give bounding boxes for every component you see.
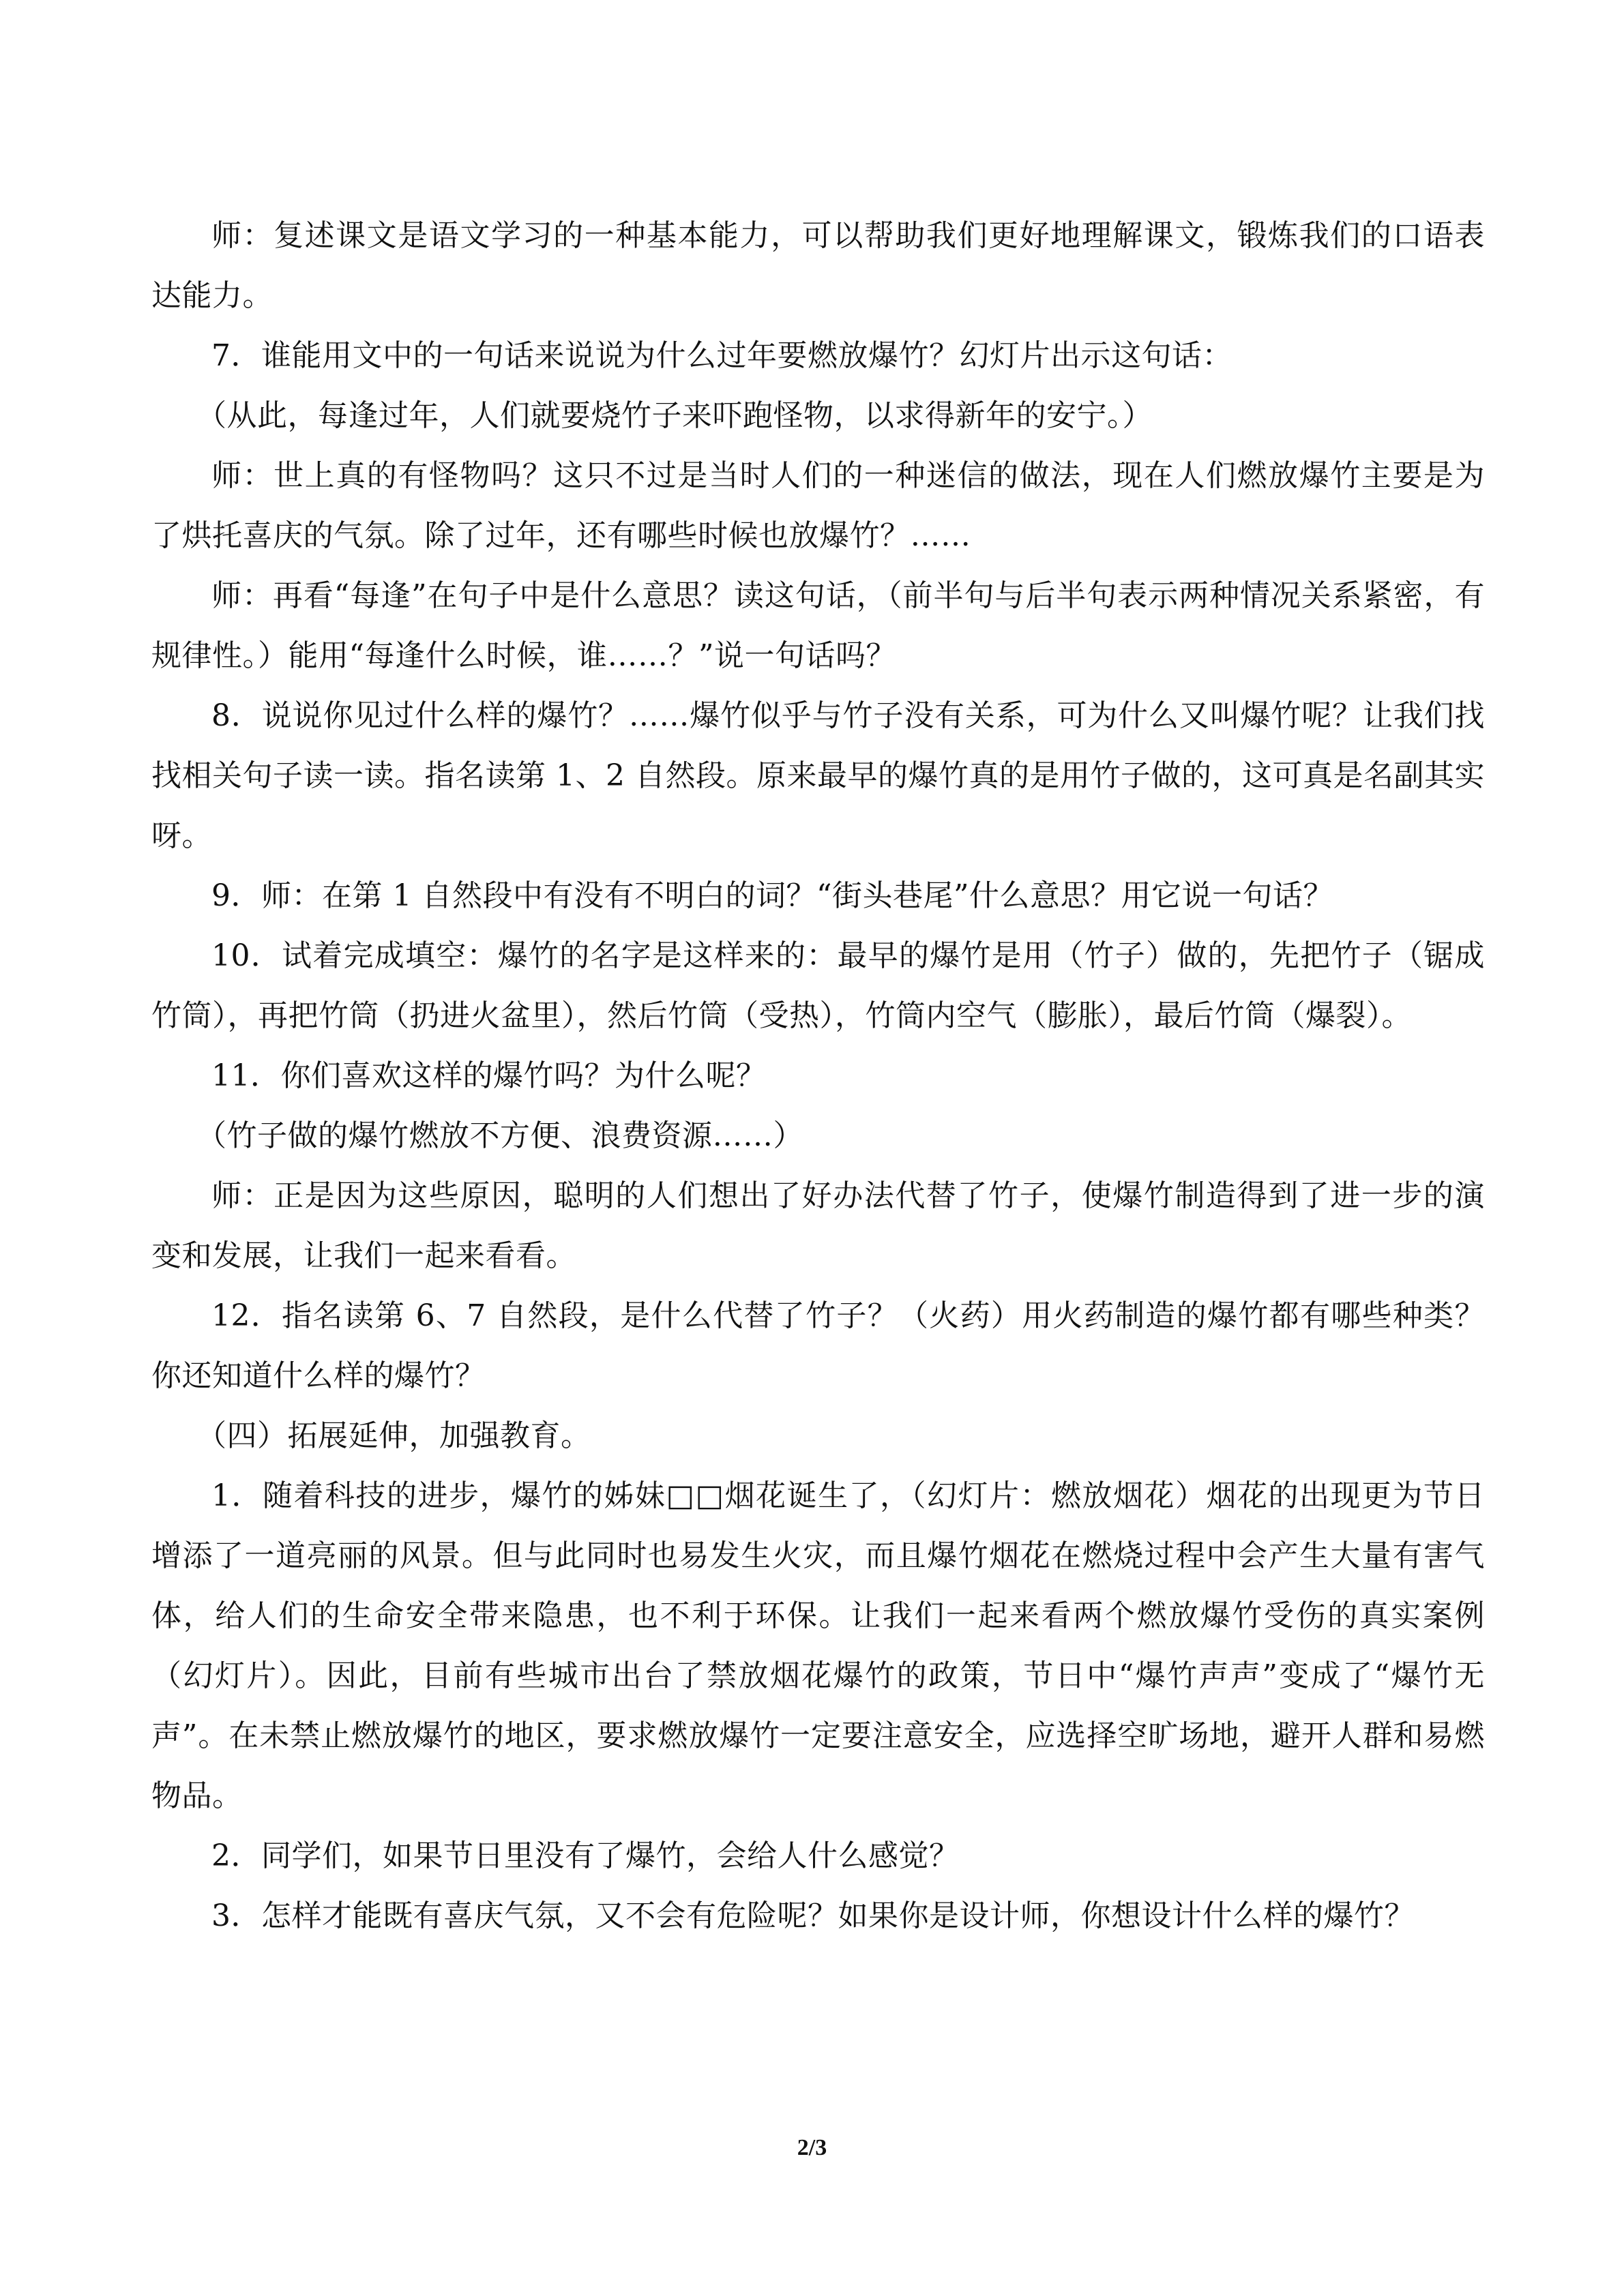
paragraph-extension-3: 3．怎样才能既有喜庆气氛，又不会有危险呢？如果你是设计师，你想设计什么样的爆竹？ xyxy=(211,1898,1415,1933)
paragraph-extension-2: 2．同学们，如果节日里没有了爆竹，会给人什么感觉？ xyxy=(211,1838,960,1873)
section-heading-extension: （四）拓展延伸，加强教育。 xyxy=(196,1418,591,1453)
paragraph-teacher-reasons: 师：正是因为这些原因，聪明的人们想出了好办法代替了竹子，使爆竹制造得到了进一步的演变和发展，让我们一起来看看。 xyxy=(151,1178,1485,1273)
paragraph-item-8: 8．说说你见过什么样的爆竹？……爆竹似乎与竹子没有关系，可为什么又叫爆竹呢？让我们找找相关句子读一读。指名读第 1、2 自然段。原来最早的爆竹真的是用竹子做的，这可真是名副其实呀。 xyxy=(151,698,1485,853)
paragraph-item-12: 12．指名读第 6、7 自然段，是什么代替了竹子？（火药）用火药制造的爆竹都有哪些种类？你还知道什么样的爆竹？ xyxy=(151,1298,1485,1393)
document-body xyxy=(151,206,1485,1946)
paragraph-bamboo-answer: （竹子做的爆竹燃放不方便、浪费资源……） xyxy=(196,1118,803,1153)
paragraph-item-7: 7．谁能用文中的一句话来说说为什么过年要燃放爆竹？幻灯片出示这句话： xyxy=(211,338,1232,373)
paragraph-item-10: 10．试着完成填空：爆竹的名字是这样来的：最早的爆竹是用（竹子）做的，先把竹子（锯成竹筒），再把竹筒（扔进火盆里），然后竹筒（受热），竹筒内空气（膨胀），最后竹筒（爆裂）。 xyxy=(151,938,1485,1033)
paragraph-item-11: 11．你们喜欢这样的爆竹吗？为什么呢？ xyxy=(211,1058,767,1093)
paragraph-slide-quote: （从此，每逢过年，人们就要烧竹子来吓跑怪物，以求得新年的安宁。） xyxy=(196,398,1153,433)
page-number: 2/3 xyxy=(797,2135,827,2160)
paragraph-extension-1: 1．随着科技的进步，爆竹的姊妹□□烟花诞生了，（幻灯片：燃放烟花）烟花的出现更为节日增添了一道亮丽的风景。但与此同时也易发生火灾，而且爆竹烟花在燃烧过程中会产生大量有害气体，给人们的生命安全带来隐患，也不利于环保。让我们一起来看两个燃放爆竹受伤的真实案例（幻灯片）。因此，目前有些城市出台了禁放烟花爆竹的政策，节日中“爆竹声声”变成了“爆竹无声”。在未禁止燃放爆竹的地区，要求燃放爆竹一定要注意安全，应选择空旷场地，避开人群和易燃物品。 xyxy=(151,1478,1485,1813)
paragraph-teacher-monster: 师：世上真的有怪物吗？这只不过是当时人们的一种迷信的做法，现在人们燃放爆竹主要是为了烘托喜庆的气氛。除了过年，还有哪些时候也放爆竹？…… xyxy=(151,458,1485,553)
paragraph-teacher-meifeng: 师：再看“每逢”在句子中是什么意思？读这句话，（前半句与后半句表示两种情况关系紧密，有规律性。）能用“每逢什么时候，谁……？”说一句话吗？ xyxy=(151,578,1485,673)
paragraph-teacher-retell: 师：复述课文是语文学习的一种基本能力，可以帮助我们更好地理解课文，锻炼我们的口语表达能力。 xyxy=(151,218,1485,313)
paragraph-item-9: 9．师：在第 1 自然段中有没有不明白的词？“街头巷尾”什么意思？用它说一句话？ xyxy=(211,878,1333,913)
